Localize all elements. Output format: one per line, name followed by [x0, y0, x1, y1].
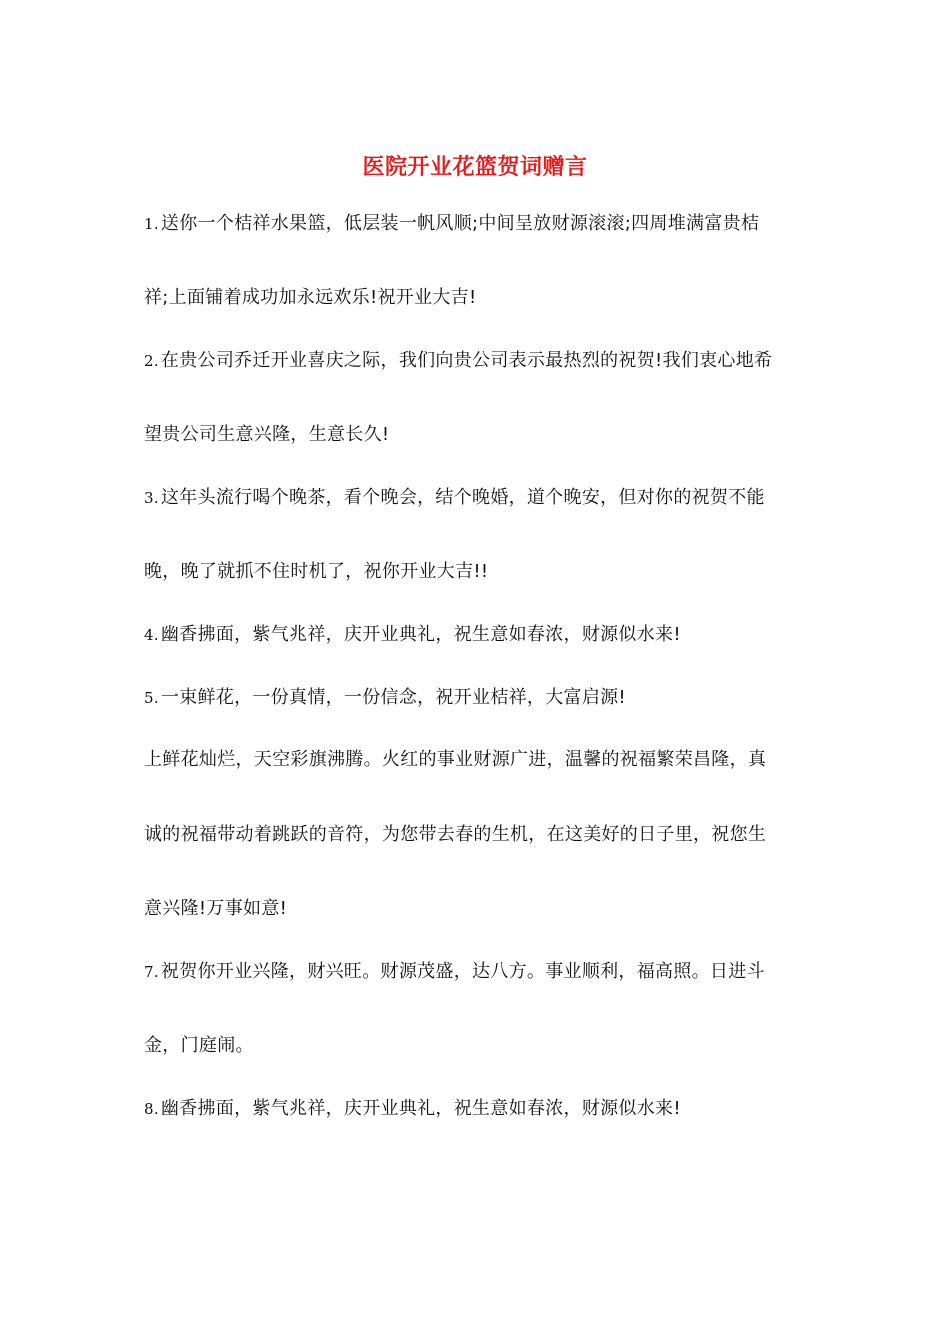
paragraph-7-line-2	[144, 1031, 844, 1061]
paragraph-text: 祥;上面铺着成功加永远欢乐!祝开业大吉!	[144, 287, 477, 308]
paragraph-8-line-1	[144, 1094, 844, 1124]
paragraph-text: 这年头流行喝个晚茶，看个晚会，结个晚婚，道个晚安，但对你的祝贺不能	[160, 487, 765, 508]
paragraph-4-line-1	[144, 620, 844, 650]
paragraph-text: 祝贺你开业兴隆，财兴旺。财源茂盛，达八方。事业顺利，福高照。日进斗	[160, 961, 765, 982]
document-title: 医院开业花篮贺词赠言	[362, 155, 588, 180]
paragraph-number: 3.	[144, 489, 159, 507]
paragraph-6-line-2	[144, 820, 844, 850]
paragraph-number: 4.	[144, 626, 159, 644]
paragraph-1-line-2	[144, 283, 844, 313]
paragraph-2-line-1	[144, 346, 844, 376]
paragraph-text: 望贵公司生意兴隆，生意长久!	[144, 424, 390, 445]
paragraph-number: 1.	[144, 215, 159, 233]
paragraph-number: 2.	[144, 352, 159, 370]
paragraph-number: 5.	[144, 689, 159, 707]
paragraph-text: 幽香拂面，紫气兆祥，庆开业典礼，祝生意如春浓，财源似水来!	[160, 624, 681, 645]
paragraph-3-line-1	[144, 483, 844, 513]
paragraph-number: 8.	[144, 1100, 159, 1118]
paragraph-text: 晚，晚了就抓不住时机了，祝你开业大吉!!	[144, 561, 489, 582]
paragraph-text: 一束鲜花，一份真情，一份信念，祝开业桔祥，大富启源!	[160, 687, 626, 708]
paragraph-7-line-1	[144, 957, 844, 987]
paragraph-text: 送你一个桔祥水果篮，低层装一帆风顺;中间呈放财源滚滚;四周堆满富贵桔	[160, 213, 760, 234]
paragraph-6-line-3	[144, 894, 844, 924]
paragraph-text: 诚的祝福带动着跳跃的音符，为您带去春的生机，在这美好的日子里，祝您生	[144, 824, 767, 845]
paragraph-1-line-1	[144, 209, 844, 239]
paragraph-5-line-1	[144, 683, 844, 713]
paragraph-text: 幽香拂面，紫气兆祥，庆开业典礼，祝生意如春浓，财源似水来!	[160, 1098, 681, 1119]
paragraph-text: 在贵公司乔迁开业喜庆之际，我们向贵公司表示最热烈的祝贺!我们衷心地希	[160, 350, 773, 371]
paragraph-text: 意兴隆!万事如意!	[144, 898, 288, 919]
paragraph-number: 7.	[144, 963, 159, 981]
paragraph-text: 上鲜花灿烂，天空彩旗沸腾。火红的事业财源广进，温馨的祝福繁荣昌隆，真	[144, 749, 767, 770]
paragraph-text: 金，门庭闹。	[144, 1035, 254, 1056]
paragraph-6-line-1	[144, 745, 844, 775]
paragraph-2-line-2	[144, 420, 844, 450]
paragraph-3-line-2	[144, 557, 844, 587]
